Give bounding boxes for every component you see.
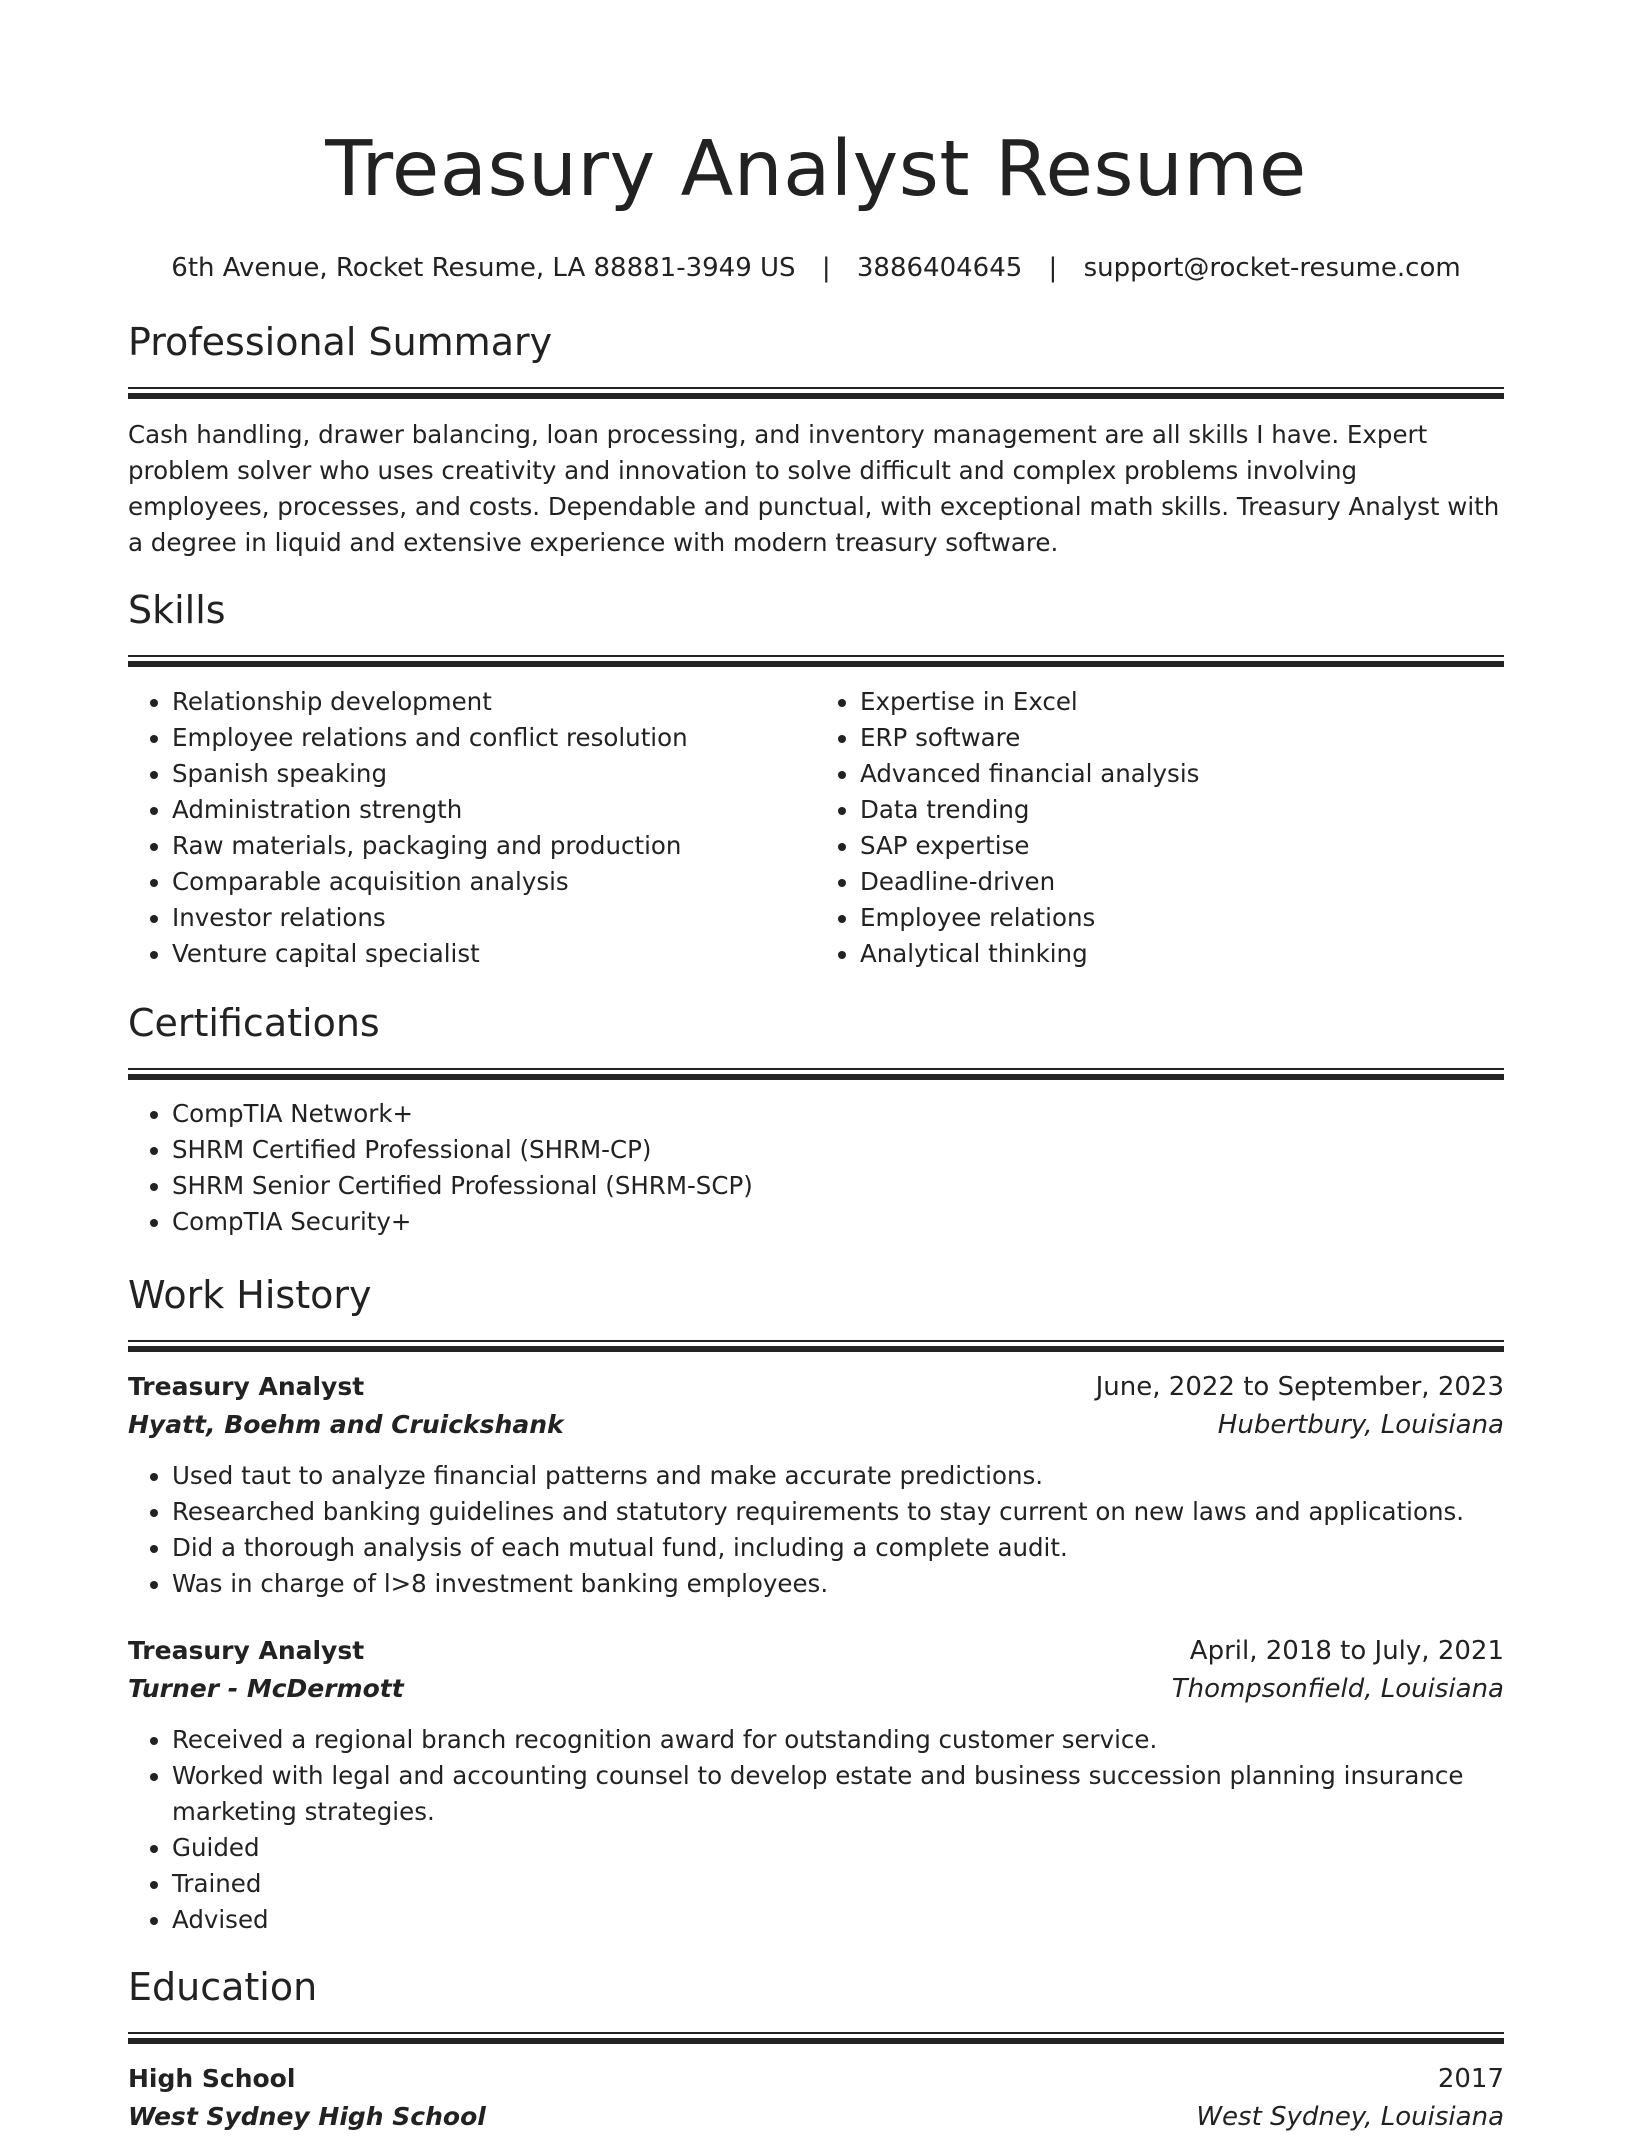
- education-location: West Sydney, Louisiana: [1196, 2102, 1504, 2132]
- skill-item: • Comparable acquisition analysis: [172, 864, 816, 900]
- skill-item: • SAP expertise: [860, 828, 1504, 864]
- skills-section: [128, 587, 1504, 972]
- certification-item: • SHRM Certified Professional (SHRM-CP): [172, 1132, 1504, 1168]
- job-header: [128, 1632, 1504, 1670]
- job-bullet: • Received a regional branch recognition award for outstanding customer service.: [172, 1722, 1504, 1758]
- skill-item: • Raw materials, packaging and production: [172, 828, 816, 864]
- skills-list-right: [816, 684, 1504, 972]
- job-bullet: • Was in charge of l>8 investment banking employees.: [172, 1566, 1504, 1602]
- skill-item: • Advanced financial analysis: [860, 756, 1504, 792]
- job-location: Thompsonfield, Louisiana: [1171, 1674, 1504, 1704]
- work-history-heading: Work History: [128, 1273, 372, 1317]
- work-history-section: [128, 1272, 1504, 1938]
- job-title: Treasury Analyst: [128, 1372, 365, 1401]
- skill-item: • Deadline-driven: [860, 864, 1504, 900]
- job-bullet: • Advised: [172, 1902, 1504, 1938]
- summary-section: [128, 319, 1504, 561]
- job-subheader: [128, 1406, 1504, 1444]
- skill-item: • Investor relations: [172, 900, 816, 936]
- resume-title: Treasury Analyst Resume: [325, 125, 1307, 214]
- job-bullets: [128, 1458, 1504, 1602]
- skill-item: • Venture capital specialist: [172, 936, 816, 972]
- section-divider: [128, 387, 1504, 399]
- skill-item: • ERP software: [860, 720, 1504, 756]
- job-company: Hyatt, Boehm and Cruickshank: [128, 1410, 564, 1439]
- contact-phone: 3886404645: [856, 253, 1023, 283]
- education-school: West Sydney High School: [128, 2102, 486, 2131]
- job-dates: June, 2022 to September, 2023: [1095, 1372, 1504, 1402]
- section-divider: [128, 1068, 1504, 1080]
- skill-item: • Employee relations: [860, 900, 1504, 936]
- skill-item: • Data trending: [860, 792, 1504, 828]
- certifications-list: [128, 1096, 1504, 1240]
- skill-item: • Expertise in Excel: [860, 684, 1504, 720]
- skills-list-left: [128, 684, 816, 972]
- certification-item: • CompTIA Network+: [172, 1096, 1504, 1132]
- job-bullet: • Trained: [172, 1866, 1504, 1902]
- education-degree: High School: [128, 2064, 296, 2093]
- job-dates: April, 2018 to July, 2021: [1189, 1636, 1504, 1666]
- skill-item: • Analytical thinking: [860, 936, 1504, 972]
- certification-item: • CompTIA Security+: [172, 1204, 1504, 1240]
- job-company: Turner - McDermott: [128, 1674, 404, 1703]
- job-entry: [128, 1632, 1504, 1938]
- job-bullet: • Researched banking guidelines and statutory requirements to stay current on new laws and applications.: [172, 1494, 1504, 1530]
- job-bullet: • Worked with legal and accounting counsel to develop estate and business succession planning insurance marketing strategies.: [172, 1758, 1504, 1830]
- job-header: [128, 1368, 1504, 1406]
- job-bullets: [128, 1722, 1504, 1938]
- contact-line: [128, 250, 1504, 286]
- skill-item: • Administration strength: [172, 792, 816, 828]
- skills-columns: [128, 684, 1504, 972]
- skill-item: • Spanish speaking: [172, 756, 816, 792]
- section-divider: [128, 655, 1504, 667]
- certifications-section: [128, 1000, 1504, 1240]
- summary-text: Cash handling, drawer balancing, loan processing, and inventory management are all skills I have. Expert problem solver who uses creativity and innovation to solve difficult and complex problems involving employees, processes, and costs. Dependable and punctual, with exceptional math skills. Treasury Analyst with a degree in liquid and extensive experience with modern treasury software.: [128, 420, 1500, 557]
- job-bullet: • Did a thorough analysis of each mutual fund, including a complete audit.: [172, 1530, 1504, 1566]
- education-year: 2017: [1437, 2064, 1504, 2094]
- certification-item: • SHRM Senior Certified Professional (SHRM-SCP): [172, 1168, 1504, 1204]
- job-subheader: [128, 1670, 1504, 1708]
- section-divider: [128, 2032, 1504, 2044]
- education-heading: Education: [128, 1965, 318, 2009]
- education-subheader: [128, 2098, 1504, 2136]
- summary-heading: Professional Summary: [128, 320, 553, 364]
- education-entry: [128, 2060, 1504, 2136]
- education-section: [128, 1964, 1504, 2136]
- skills-heading: Skills: [128, 588, 226, 632]
- education-header: [128, 2060, 1504, 2098]
- job-title: Treasury Analyst: [128, 1636, 365, 1665]
- section-divider: [128, 1340, 1504, 1352]
- contact-separator: |: [1048, 253, 1058, 283]
- skill-item: • Relationship development: [172, 684, 816, 720]
- contact-email: support@rocket-resume.com: [1083, 253, 1461, 283]
- job-bullet: • Used taut to analyze financial patterns and make accurate predictions.: [172, 1458, 1504, 1494]
- job-bullet: • Guided: [172, 1830, 1504, 1866]
- contact-address: 6th Avenue, Rocket Resume, LA 88881-3949 US: [171, 253, 796, 283]
- skill-item: • Employee relations and conflict resolution: [172, 720, 816, 756]
- certifications-heading: Certifications: [128, 1001, 380, 1045]
- job-entry: [128, 1368, 1504, 1602]
- contact-separator: |: [821, 253, 831, 283]
- job-location: Hubertbury, Louisiana: [1217, 1410, 1504, 1440]
